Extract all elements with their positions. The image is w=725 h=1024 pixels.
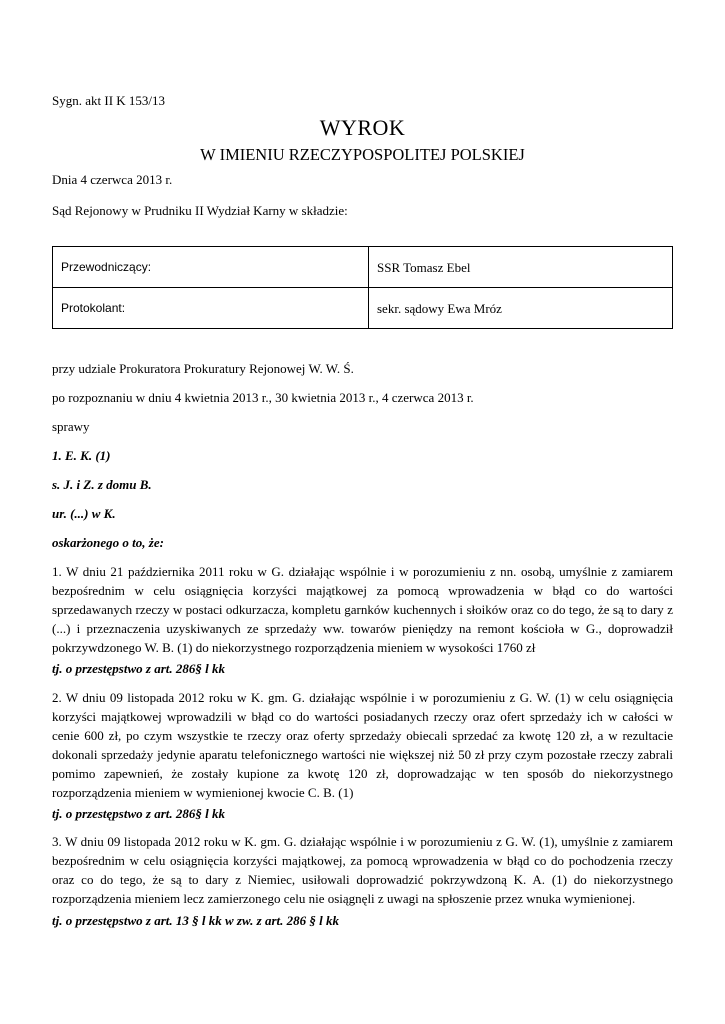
prosecutor-line: przy udziale Prokuratora Prokuratury Rejonowej W. W. Ś. xyxy=(52,361,354,376)
role-cell: Protokolant: xyxy=(53,288,369,329)
document-title: WYROK xyxy=(319,115,406,140)
charge-1-text: 1. W dniu 21 października 2011 roku w G. działając wspólnie i w porozumieniu z nn. osobą, umyślnie z zamiarem bezpośrednim w celu osiągnięcia korzyści majątkowej za pomocą wprowadzenia w błąd co do wartości sprzedawanych rzeczy w postaci odkurzacza, kompletu garnków kuchennych i słoików oraz co do tego, że są to dary z (...) i przeznaczenia uzyskiwanych ze sprzedaży ww. towarów pieniędzy na remont kościoła w G., doprowadził pokrzywdzonego W. B. (1) do niekorzystnego rozporządzenia mieniem w wysokości 1760 zł xyxy=(52,564,673,655)
charge-3-text: 3. W dniu 09 listopada 2012 roku w K. gm. G. działając wspólnie i w porozumieniu z G. W. (1), umyślnie z zamiarem bezpośrednim w celu osiągnięcia korzyści majątkowej, za pomocą wprowadzenia w błąd co do pochodzenia rzeczy oraz co do tego, że są to dary z Niemiec, usiłowali doprowadzić pokrzywdzoną K. A. (1) do niekorzystnego rozporządzenia mieniem lecz zamierzonego celu nie osiągnęli z uwagi na spłoszenie przez wnuka wymienionej. xyxy=(52,834,673,906)
name-cell: sekr. sądowy Ewa Mróz xyxy=(369,288,673,329)
case-signature: Sygn. akt II K 153/13 xyxy=(52,93,166,108)
accused-charged-heading: oskarżonego o to, że: xyxy=(52,535,164,550)
name-cell: SSR Tomasz Ebel xyxy=(369,247,673,288)
role-cell: Przewodniczący: xyxy=(53,247,369,288)
court-composition-table xyxy=(52,246,673,329)
charge-1-qualification: tj. o przestępstwo z art. 286§ l kk xyxy=(52,661,225,676)
accused-parents: s. J. i Z. z domu B. xyxy=(52,477,152,492)
charge-2-text: 2. W dniu 09 listopada 2012 roku w K. gm. G. działając wspólnie i w porozumieniu z G. W. (1) w celu osiągnięcia korzyści majątkowej wprowadzili w błąd co do wartości posiadanych rzeczy oraz ofert sprzedaży ich w całości w cenie 600 zł, po czym wszystkie te rzeczy oraz oferty sprzedaży obiecali sprzedać za kwotę 120 zł, a w rezultacie dokonali sprzedaży jedynie aparatu telefonicznego wartości nie większej niż 50 zł przy czym pozostałe rzeczy zabrali pomimo zapewnień, że zostały kupione za kwotę 120 zł, doprowadzając w ten sposób do niekorzystnego rozporządzenia mieniem w wymienionej kwocie C. B. (1) xyxy=(52,690,673,800)
judgment-date: Dnia 4 czerwca 2013 r. xyxy=(52,172,173,187)
accused-birth: ur. (...) w K. xyxy=(52,506,116,521)
charge-2-qualification: tj. o przestępstwo z art. 286§ l kk xyxy=(52,806,225,821)
case-word: sprawy xyxy=(52,419,90,434)
charge-3-qualification: tj. o przestępstwo z art. 13 § l kk w zw. z art. 286 § l kk xyxy=(52,913,339,928)
hearing-dates-line: po rozpoznaniu w dniu 4 kwietnia 2013 r., 30 kwietnia 2013 r., 4 czerwca 2013 r. xyxy=(52,390,474,405)
accused-name: 1. E. K. (1) xyxy=(52,448,111,463)
document-subtitle: W IMIENIU RZECZYPOSPOLITEJ POLSKIEJ xyxy=(200,145,525,164)
table-row xyxy=(53,247,673,288)
court-composition-intro: Sąd Rejonowy w Prudniku II Wydział Karny w składzie: xyxy=(52,203,348,218)
table-row xyxy=(53,288,673,329)
